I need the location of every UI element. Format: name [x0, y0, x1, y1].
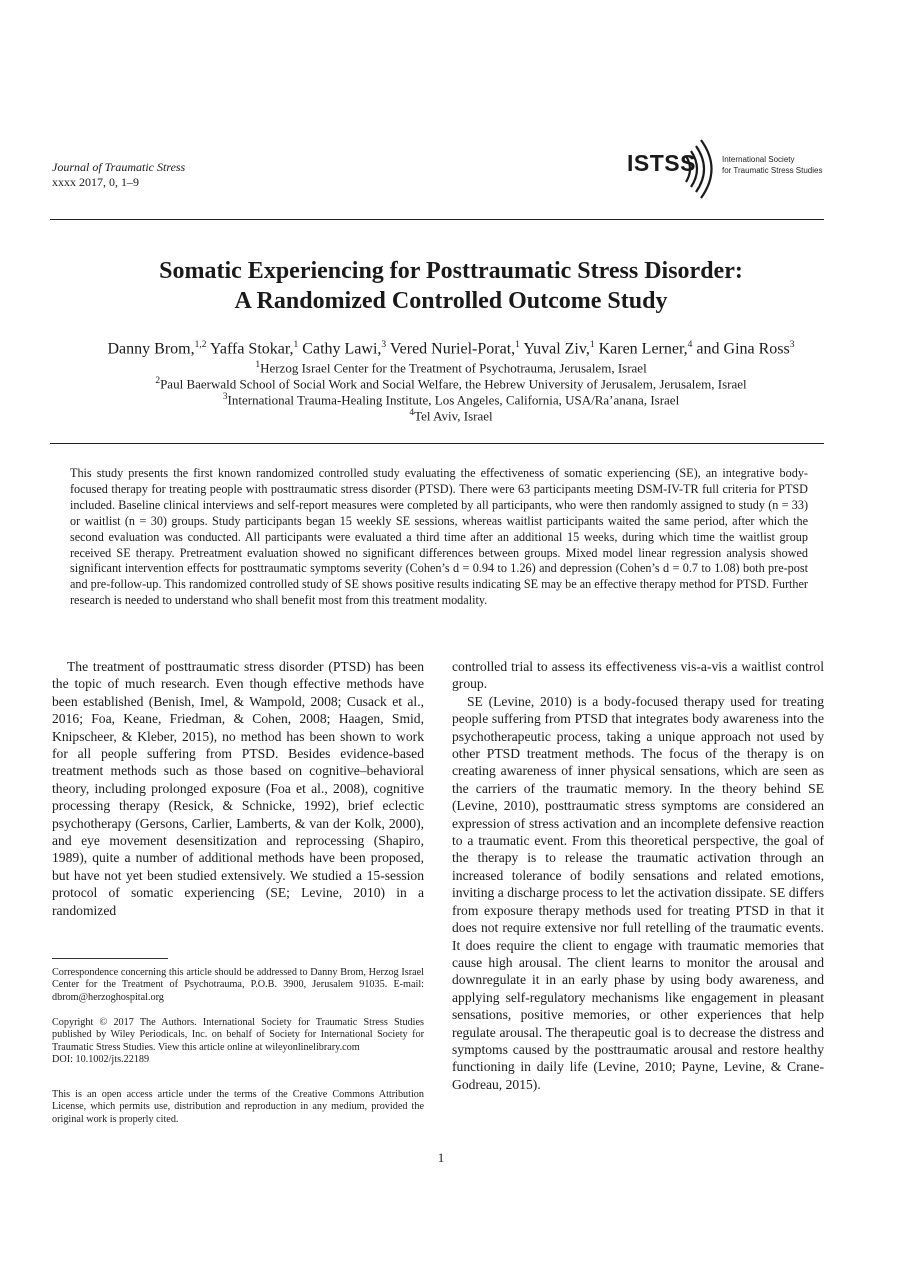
affiliation-mark: 2: [155, 376, 161, 386]
author-affiliation-mark: 1: [293, 340, 299, 350]
correspondence-note: Correspondence concerning this article should be addressed to Danny Brom, Herzog Israel Center for the Treatment of Psychotrauma, P.O.B. 3900, Jerusalem 91035. E-mail: dbrom@herzoghospital.org: [52, 967, 424, 1003]
abstract-divider: [50, 443, 824, 444]
author-affiliation-mark: 3: [789, 340, 795, 350]
license-note: This is an open access article under the terms of the Creative Commons Attribution License, which permits use, distribution and reproduction in any medium, provided the original work is properly cited.: [52, 1089, 424, 1125]
author-affiliation-mark: 1: [515, 340, 520, 350]
affiliation-mark: 1: [255, 360, 261, 370]
author-name: and Gina Ross: [696, 340, 790, 358]
author-affiliation-mark: 1: [589, 340, 595, 350]
body-column-right: [452, 658, 824, 1093]
logo-wordmark: ISTSS: [627, 150, 696, 176]
affiliation-text: Herzog Israel Center for the Treatment of Psychotrauma, Jerusalem, Israel: [260, 360, 647, 376]
body-paragraph-continued: controlled trial to assess its effectiveness vis-a-vis a waitlist control group.: [452, 659, 824, 692]
author-affiliation-mark: 4: [687, 340, 693, 350]
copyright-note: [52, 1017, 424, 1067]
author-list: [30, 335, 872, 359]
title-line-2: A Randomized Controlled Outcome Study: [234, 288, 668, 314]
affiliation-text: International Trauma-Healing Institute, Los Angeles, California, USA/Ra’anana, Israel: [227, 392, 680, 408]
author-name: Cathy Lawi,: [302, 340, 382, 358]
journal-info: [52, 160, 185, 190]
abstract: This study presents the first known randomized controlled study evaluating the effectiveness of somatic experiencing (SE), an integrative body-focused therapy for treating people with posttraumatic stress disorder (PTSD). There were 63 participants meeting DSM-IV-TR full criteria for PTSD included. Baseline clinical interviews and self-report measures were completed by all participants, who were then randomly assigned to study (n = 33) or waitlist (n = 30) groups. Study participants began 15 weekly SE sessions, whereas waitlist participants waited the same period, after which the second evaluation was conducted. All participants were evaluated a third time after an additional 15 weeks, during which time the waitlist group received SE therapy. Pretreatment evaluation showed no significant differences between groups. Mixed model linear regression analysis showed significant intervention effects for posttraumatic symptoms severity (Cohen’s d = 0.94 to 1.26) and depression (Cohen’s d = 0.7 to 1.08) both pre-post and pre-follow-up. This randomized controlled study of SE shows positive results indicating SE may be an effective therapy method for PTSD. Further research is needed to understand who shall benefit most from this treatment modality.: [70, 466, 808, 608]
author-affiliation-mark: 1,2: [194, 340, 207, 350]
body-paragraph: SE (Levine, 2010) is a body-focused therapy used for treating people suffering from PTSD that integrates body awareness into the psychotherapeutic process, taking a unique approach not used by other PTSD treatment methods. The focus of the therapy is on creating awareness of inner physical sensations, which are seen as the carriers of the traumatic memory. In the theory behind SE (Levine, 2010), posttraumatic stress symptoms are considered an expression of stress activation and an incomplete defensive reaction to a traumatic event. From this theoretical perspective, the goal of the therapy is to release the traumatic activation through an increased tolerance of bodily sensations and related emotions, inviting a discharge process to let the activation dissipate. SE differs from exposure therapy methods used for treating PTSD in that it does not require extensive nor full retelling of the traumatic events. It does require the client to engage with traumatic memories that cause high arousal. The client learns to monitor the arousal and downregulate it in an early phase by using body awareness, and applying self-regulatory mechanisms like engagement in pleasant sensations, positive memories, or other experiences that help regulate arousal. The therapeutic goal is to decrease the distress and symptoms caused by the posttraumatic arousal and restore healthy functioning in daily life (Levine, 2010; Payne, Levine, & Crane-Godreau, 2015).: [452, 693, 824, 1092]
copyright-text: Copyright © 2017 The Authors. International Society for Traumatic Stress Studies published by Wiley Periodicals, Inc. on behalf of Society for International Society for Traumatic Stress Studies. View this article online at wileyonlinelibrary.com: [52, 1017, 424, 1053]
istss-logo: [624, 136, 834, 202]
affiliation: [50, 405, 852, 424]
affiliation-text: Paul Baerwald School of Social Work and Social Welfare, the Hebrew University of Jerusalem, Jerusalem, Israel: [160, 376, 747, 392]
title-line-1: Somatic Experiencing for Posttraumatic Stress Disorder:: [159, 258, 743, 284]
author-name: Vered Nuriel-Porat,: [389, 340, 516, 358]
org-line-2: for Traumatic Stress Studies: [722, 166, 823, 175]
author-name: Yaffa Stokar,: [209, 340, 294, 358]
author-name: Yuval Ziv,: [523, 340, 590, 358]
body-paragraph: The treatment of posttraumatic stress disorder (PTSD) has been the topic of much research. Even though effective methods have been established (Benish, Imel, & Wampold, 2008; Cusack et al., 2016; Foa, Keane, Friedman, & Cohen, 2008; Haagen, Smid, Knipscheer, & Kleber, 2015), no method has been shown to work for all people suffering from PTSD. Besides evidence-based treatment methods such as those based on cognitive–behavioral theory, including prolonged exposure (Foa et al., 2008), cognitive processing therapy (Resick, & Schnicke, 1992), brief eclectic psychotherapy (Gersons, Carlier, Lamberts, & van der Kolk, 2000), and eye movement desensitization and reprocessing (Shapiro, 1989), quite a number of additional methods have been proposed, but have not yet been studied extensively. We studied a 15-session protocol of somatic experiencing (SE; Levine, 2010) in a randomized: [52, 659, 424, 918]
header-divider: [50, 219, 824, 220]
affiliation-mark: 4: [409, 408, 415, 418]
affiliation-mark: 3: [222, 392, 228, 402]
logo-org-name: [722, 154, 832, 176]
journal-issue: xxxx 2017, 0, 1–9: [52, 175, 139, 189]
article-title: [50, 256, 852, 316]
affiliation-text: Tel Aviv, Israel: [414, 408, 493, 424]
author-name: Karen Lerner,: [598, 340, 688, 358]
doi-text: DOI: 10.1002/jts.22189: [52, 1054, 150, 1066]
footnote-divider: [52, 958, 168, 959]
author-affiliation-mark: 3: [381, 340, 387, 350]
page-number: 1: [437, 1150, 445, 1165]
journal-name: Journal of Traumatic Stress: [52, 160, 186, 174]
body-column-left: [52, 658, 424, 919]
org-line-1: International Society: [722, 155, 795, 164]
author-name: Danny Brom,: [107, 340, 195, 358]
